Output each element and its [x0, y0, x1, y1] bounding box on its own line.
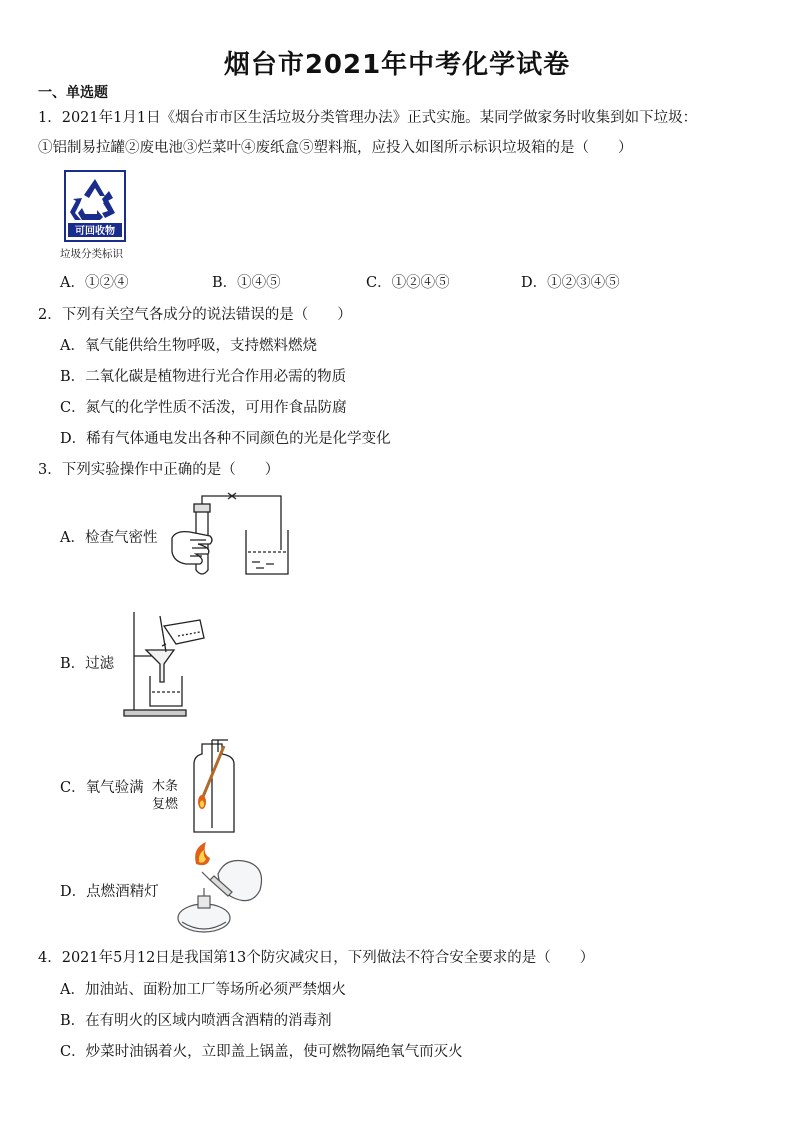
oxygen-check-figure — [188, 738, 244, 838]
q4-option-c[interactable]: C．炒菜时油锅着火，立即盖上锅盖，使可燃物隔绝氧气而灭火 — [60, 1044, 463, 1060]
q3-option-c[interactable]: C．氧气验满 — [60, 780, 144, 796]
q1-option-d[interactable]: D．①②③④⑤ — [521, 275, 620, 291]
q3-stem: 3．下列实验操作中正确的是（ ） — [38, 462, 280, 478]
recycle-sign — [64, 170, 126, 242]
q2-option-c[interactable]: C．氮气的化学性质不活泼，可用作食品防腐 — [60, 400, 347, 416]
alcohol-lamp-figure — [166, 840, 276, 940]
q3c-label-stick: 木条 — [152, 779, 179, 794]
q3-option-d[interactable]: D．点燃酒精灯 — [60, 884, 159, 900]
q2-option-d[interactable]: D．稀有气体通电发出各种不同颜色的光是化学变化 — [60, 431, 391, 447]
filtration-figure — [120, 606, 210, 721]
q2-stem: 2．下列有关空气各成分的说法错误的是（ ） — [38, 307, 352, 323]
q1-stem-line1: 1．2021年1月1日《烟台市市区生活垃圾分类管理办法》正式实施。某同学做家务时收集到如下垃圾： — [38, 110, 698, 126]
q4-stem: 4．2021年5月12日是我国第13个防灾减灾日，下列做法不符合安全要求的是（ ） — [38, 950, 595, 966]
recycle-caption: 垃圾分类标识 — [60, 248, 123, 260]
q1-option-a[interactable]: A．①②④ — [60, 275, 129, 291]
q1-option-b[interactable]: B．①④⑤ — [212, 275, 281, 291]
q4-option-b[interactable]: B．在有明火的区域内喷洒含酒精的消毒剂 — [60, 1013, 332, 1029]
q1-stem-line2: ①铝制易拉罐②废电池③烂菜叶④废纸盒⑤塑料瓶，应投入如图所示标识垃圾箱的是（ ） — [38, 140, 633, 156]
page-title: 烟台市2021年中考化学试卷 — [223, 50, 571, 80]
q3-option-a[interactable]: A．检查气密性 — [60, 530, 158, 546]
q3-option-b[interactable]: B．过滤 — [60, 656, 115, 672]
q2-option-a[interactable]: A．氧气能供给生物呼吸，支持燃料燃烧 — [60, 338, 317, 354]
q1-option-c[interactable]: C．①②④⑤ — [366, 275, 450, 291]
recycle-icon — [66, 172, 124, 240]
section-heading: 一、单选题 — [38, 85, 108, 101]
q4-option-a[interactable]: A．加油站、面粉加工厂等场所必须严禁烟火 — [60, 982, 346, 998]
airtightness-check-figure — [166, 490, 296, 580]
recycle-sign-text: 可回收物 — [75, 226, 115, 237]
q2-option-b[interactable]: B．二氧化碳是植物进行光合作用必需的物质 — [60, 369, 347, 385]
q3c-label-reignite: 复燃 — [152, 797, 179, 812]
